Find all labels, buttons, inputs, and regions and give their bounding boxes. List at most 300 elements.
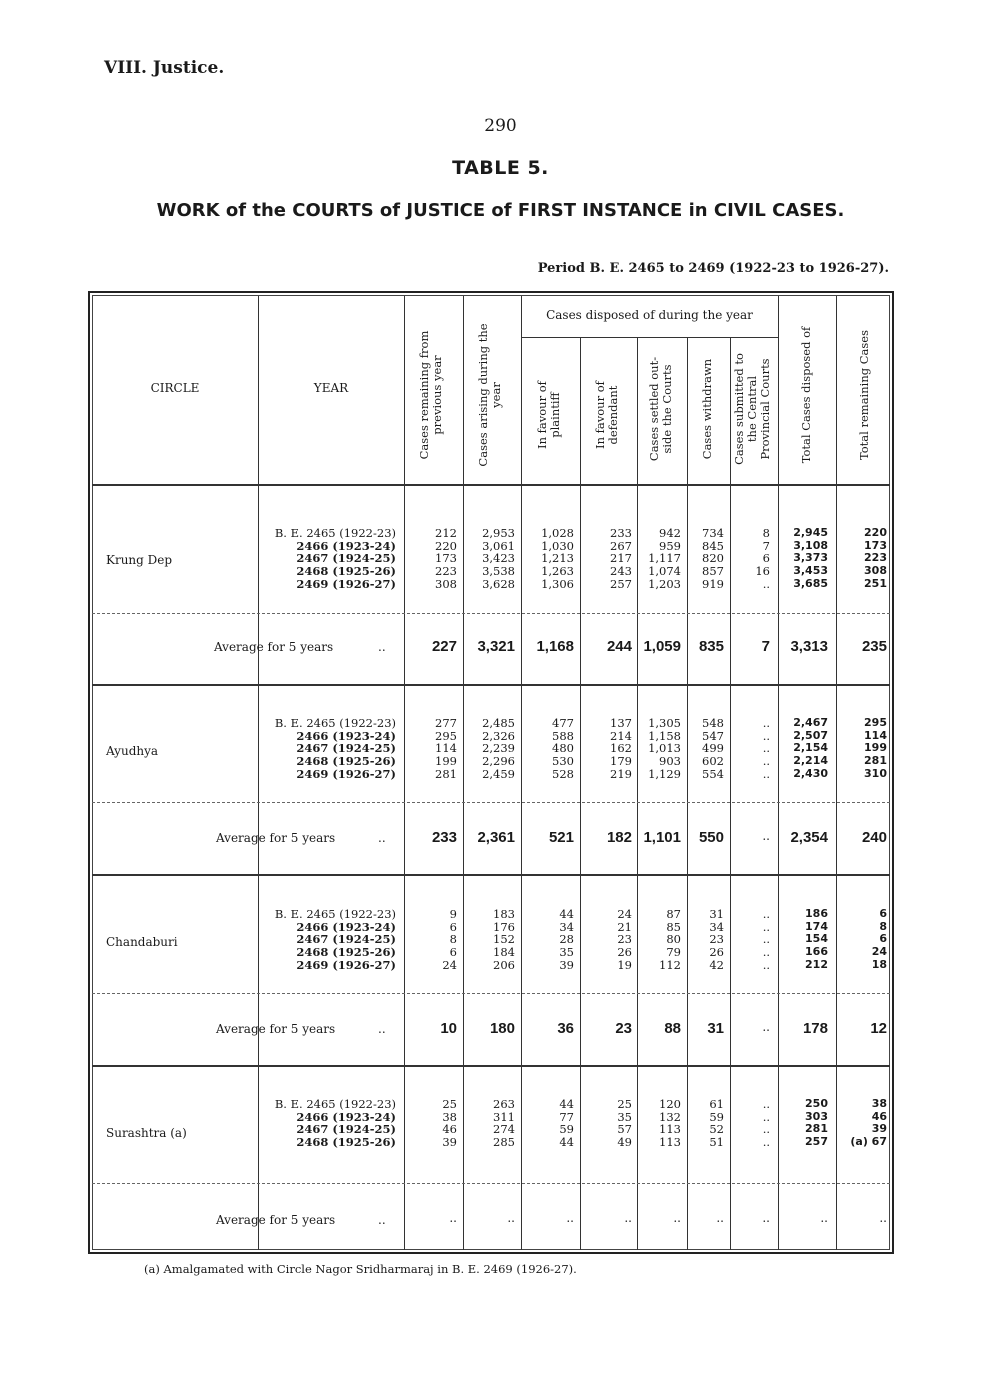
column-total-disposed <box>768 527 828 591</box>
cell-submitted: .. <box>762 728 770 743</box>
cell-withdrawn: 499 <box>702 741 724 756</box>
average-label-text: Average for 5 years <box>216 1022 336 1036</box>
cell-plaintiff: 44 <box>559 1097 574 1111</box>
cell-settled: 112 <box>659 957 681 972</box>
year-value: 2468 (1925-26) <box>296 945 396 960</box>
cell-plaintiff: 35 <box>559 945 574 960</box>
year-value: 2465 (1922-23) <box>306 1097 396 1111</box>
year-value: 2467 (1924-25) <box>296 741 396 756</box>
average-withdrawn: .. <box>716 1211 724 1225</box>
table-subtitle: WORK of the COURTS of JUSTICE of FIRST INSTANCE in CIVIL CASES. <box>156 200 845 221</box>
year-value: 2466 (1923-24) <box>296 1109 396 1124</box>
header-arising: Cases arising during the year <box>476 323 503 467</box>
average-settled: 1,059 <box>643 638 681 655</box>
average-total-remaining: 240 <box>861 829 887 846</box>
cell-arising: 3,061 <box>482 538 515 553</box>
cell-submitted: .. <box>762 957 770 972</box>
cell-submitted: .. <box>762 945 770 960</box>
year-list <box>262 527 396 591</box>
cell-arising: 2,485 <box>482 716 515 730</box>
cell-submitted: .. <box>762 932 770 947</box>
cell-total-remaining: 8 <box>879 919 887 933</box>
cell-total-disposed: 2,154 <box>793 741 828 755</box>
header-plaintiff: In favour of plaintiff <box>535 381 562 449</box>
column-remaining-prev <box>397 717 457 781</box>
page-number: 290 <box>484 116 517 136</box>
year-list <box>262 717 396 781</box>
cell-defendant: 217 <box>610 551 632 566</box>
year-value: 2467 (1924-25) <box>296 1122 396 1137</box>
cell-total-disposed: 3,373 <box>793 551 828 565</box>
cell-total-disposed: 154 <box>805 932 828 946</box>
cell-arising: 184 <box>493 945 515 960</box>
year-value: 2467 (1924-25) <box>296 932 396 947</box>
cell-arising: 183 <box>493 907 515 921</box>
cell-withdrawn: 919 <box>702 576 724 591</box>
cell-plaintiff: 1,213 <box>541 551 574 566</box>
cell-total-remaining: 18 <box>871 957 887 971</box>
column-total-remaining <box>827 527 887 591</box>
period-line: Period B. E. 2465 to 2469 (1922-23 to 1926-27). <box>537 261 889 276</box>
cell-remaining-prev: 24 <box>442 957 457 972</box>
cell-remaining-prev: 46 <box>442 1122 457 1137</box>
year-value: 2465 (1922-23) <box>306 526 396 540</box>
year-value: 2466 (1923-24) <box>296 538 396 553</box>
cell-submitted: .. <box>762 716 770 730</box>
cell-arising: 285 <box>493 1135 515 1150</box>
column-plaintiff <box>514 527 574 591</box>
cell-withdrawn: 42 <box>709 957 724 972</box>
cell-total-disposed: 2,945 <box>793 526 828 539</box>
cell-total-remaining: 223 <box>864 551 887 565</box>
cell-plaintiff: 1,028 <box>541 526 574 540</box>
cell-plaintiff: 1,263 <box>541 564 574 579</box>
cell-submitted: .. <box>762 766 770 781</box>
cell-total-disposed: 212 <box>805 957 828 971</box>
circle-name: Krung Dep <box>106 553 173 567</box>
column-remaining-prev <box>397 908 457 972</box>
column-plaintiff <box>514 1098 574 1149</box>
cell-withdrawn: 820 <box>702 551 724 566</box>
year-value: 2469 (1926-27) <box>296 766 396 781</box>
cell-plaintiff: 1,306 <box>541 576 574 591</box>
average-settled: 1,101 <box>643 829 681 846</box>
cell-total-remaining: 173 <box>864 538 887 552</box>
cell-defendant: 21 <box>617 919 632 934</box>
cell-total-remaining: 308 <box>864 564 887 578</box>
header-total-remaining: Total remaining Cases <box>857 329 871 461</box>
cell-plaintiff: 528 <box>552 766 574 781</box>
year-value: 2467 (1924-25) <box>296 551 396 566</box>
rule-krung-avg <box>92 613 890 614</box>
year-value: 2465 (1922-23) <box>306 907 396 921</box>
cell-remaining-prev: 220 <box>435 538 457 553</box>
average-total-remaining: 12 <box>870 1020 887 1037</box>
cell-defendant: 23 <box>617 932 632 947</box>
cell-total-disposed: 250 <box>805 1097 828 1110</box>
rule-header-bottom <box>92 484 890 486</box>
year-row <box>262 578 396 591</box>
cell-settled: 1,305 <box>648 716 681 730</box>
average-defendant: .. <box>624 1211 632 1225</box>
cell-remaining-prev: 295 <box>435 728 457 743</box>
cell-total-remaining: 6 <box>879 907 887 920</box>
rule-ayudhya-end <box>92 874 890 876</box>
year-prefix: B. E. <box>274 716 303 730</box>
cell-submitted: .. <box>762 1109 770 1124</box>
cell-plaintiff: 34 <box>559 919 574 934</box>
year-row <box>262 959 396 972</box>
cell-settled: 1,013 <box>648 741 681 756</box>
cell-total-disposed: 166 <box>805 945 828 959</box>
cell-total-disposed: 174 <box>805 919 828 933</box>
cell-submitted: .. <box>762 741 770 756</box>
average-submitted: 7 <box>761 638 770 655</box>
cell-withdrawn: 845 <box>702 538 724 553</box>
rule-circle-year <box>258 296 259 1250</box>
cell-submitted: .. <box>762 754 770 769</box>
average-label-dots: .. <box>378 1213 386 1227</box>
year-prefix: B. E. <box>274 907 303 921</box>
rule-ayudhya-avg <box>92 802 890 803</box>
average-label-text: Average for 5 years <box>216 1213 336 1227</box>
cell-withdrawn: 26 <box>709 945 724 960</box>
cell-submitted: .. <box>762 1122 770 1137</box>
column-submitted <box>710 527 770 591</box>
year-list <box>262 908 396 972</box>
average-arising: .. <box>507 1211 515 1225</box>
circle-name: Surashtra (a) <box>106 1126 187 1140</box>
section-heading: VIII. Justice. <box>104 58 225 78</box>
cell-submitted: .. <box>762 576 770 591</box>
average-total-disposed: 3,313 <box>790 638 828 655</box>
cell-total-disposed: 257 <box>805 1135 828 1149</box>
cell-defendant: 49 <box>617 1135 632 1150</box>
average-submitted: .. <box>762 1020 770 1034</box>
cell-remaining-prev: 223 <box>435 564 457 579</box>
year-value: 2468 (1925-26) <box>296 754 396 769</box>
cell-total-remaining: 295 <box>864 716 887 729</box>
cell-defendant: 257 <box>610 576 632 591</box>
cell-total-remaining: 46 <box>871 1109 887 1123</box>
cell-remaining-prev: 277 <box>435 716 457 730</box>
column-submitted <box>710 908 770 972</box>
cell-arising: 3,538 <box>482 564 515 579</box>
cell-plaintiff: 530 <box>552 754 574 769</box>
column-arising <box>455 1098 515 1149</box>
average-arising: 3,321 <box>477 638 515 655</box>
cell-total-disposed: 2,430 <box>793 766 828 780</box>
cell-defendant: 162 <box>610 741 632 756</box>
header-withdrawn: Cases withdrawn <box>700 358 714 460</box>
cell-settled: 113 <box>659 1122 681 1137</box>
cell-total-remaining: 114 <box>864 728 887 742</box>
cell-withdrawn: 23 <box>709 932 724 947</box>
column-total-disposed <box>768 1098 828 1149</box>
cell-submitted: 6 <box>762 551 770 566</box>
header-disposed-group: Cases disposed of during the year <box>546 308 753 322</box>
average-label-dots: .. <box>378 1022 386 1036</box>
average-defendant: 244 <box>606 638 632 655</box>
rule-surashtra-avg <box>92 1183 890 1184</box>
cell-total-remaining: 6 <box>879 932 887 946</box>
cell-plaintiff: 588 <box>552 728 574 743</box>
cell-withdrawn: 554 <box>702 766 724 781</box>
average-label-text: Average for 5 years <box>216 831 336 845</box>
column-total-remaining <box>827 717 887 781</box>
cell-total-disposed: 3,453 <box>793 564 828 578</box>
cell-settled: 1,074 <box>648 564 681 579</box>
average-total-disposed: 2,354 <box>790 829 828 846</box>
cell-withdrawn: 602 <box>702 754 724 769</box>
cell-settled: 120 <box>659 1097 681 1111</box>
average-remaining-prev: 227 <box>431 638 457 655</box>
cell-plaintiff: 480 <box>552 741 574 756</box>
cell-remaining-prev: 38 <box>442 1109 457 1124</box>
cell-arising: 3,423 <box>482 551 515 566</box>
cell-remaining-prev: 6 <box>449 919 457 934</box>
average-remaining-prev: .. <box>449 1211 457 1225</box>
cell-withdrawn: 61 <box>709 1097 724 1111</box>
cell-total-disposed: 186 <box>805 907 828 920</box>
cell-remaining-prev: 308 <box>435 576 457 591</box>
average-label <box>214 640 333 654</box>
cell-total-disposed: 2,467 <box>793 716 828 729</box>
cell-settled: 959 <box>659 538 681 553</box>
rule-krung-end <box>92 684 890 686</box>
circle-name: Ayudhya <box>106 744 159 758</box>
average-total-disposed: .. <box>820 1211 828 1225</box>
cell-plaintiff: 77 <box>559 1109 574 1124</box>
cell-remaining-prev: 6 <box>449 945 457 960</box>
cell-arising: 2,326 <box>482 728 515 743</box>
cell-total-remaining: 251 <box>864 576 887 590</box>
cell-submitted: .. <box>762 1135 770 1150</box>
cell-arising: 2,953 <box>482 526 515 540</box>
table-title: TABLE 5. <box>452 157 549 179</box>
year-row <box>262 1136 396 1149</box>
cell-submitted: 7 <box>762 538 770 553</box>
cell-total-disposed: 2,507 <box>793 728 828 742</box>
header-defendant: In favour of defendant <box>593 381 620 449</box>
cell-defendant: 214 <box>610 728 632 743</box>
header-circle: CIRCLE <box>150 381 200 395</box>
rule-chandaburi-avg <box>92 993 890 994</box>
column-total-disposed <box>768 717 828 781</box>
rule-disposed-group <box>521 337 778 338</box>
cell-remaining-prev: 39 <box>442 1135 457 1150</box>
cell-withdrawn: 31 <box>709 907 724 921</box>
cell-submitted: .. <box>762 1097 770 1111</box>
cell-withdrawn: 34 <box>709 919 724 934</box>
cell-settled: 132 <box>659 1109 681 1124</box>
year-value: 2469 (1926-27) <box>296 576 396 591</box>
year-value: 2466 (1923-24) <box>296 919 396 934</box>
cell-total-disposed: 3,108 <box>793 538 828 552</box>
cell-total-remaining: 310 <box>864 766 887 780</box>
year-row <box>262 768 396 781</box>
cell-submitted: .. <box>762 919 770 934</box>
average-remaining-prev: 10 <box>440 1020 457 1037</box>
cell-total-remaining: 220 <box>864 526 887 539</box>
average-label-dots: .. <box>378 640 386 654</box>
cell-submitted: 8 <box>762 526 770 540</box>
average-settled: 88 <box>664 1020 681 1037</box>
header-settled: Cases settled out-side the Courts <box>647 356 674 462</box>
cell-total-remaining: 39 <box>871 1122 887 1136</box>
average-total-remaining: 235 <box>861 638 887 655</box>
cell-settled: 1,203 <box>648 576 681 591</box>
column-plaintiff <box>514 908 574 972</box>
cell-plaintiff: 28 <box>559 932 574 947</box>
average-label-text: Average for 5 years <box>214 640 334 654</box>
column-submitted <box>710 717 770 781</box>
average-total-disposed: 178 <box>802 1020 828 1037</box>
average-total-remaining: .. <box>879 1211 887 1225</box>
cell-total-disposed: 303 <box>805 1109 828 1123</box>
cell-total-disposed: 281 <box>805 1122 828 1136</box>
cell-total-disposed: 3,685 <box>793 576 828 590</box>
cell-arising: 152 <box>493 932 515 947</box>
cell-withdrawn: 548 <box>702 716 724 730</box>
average-plaintiff: 1,168 <box>536 638 574 655</box>
year-list <box>262 1098 396 1149</box>
cell-settled: 85 <box>666 919 681 934</box>
average-withdrawn: 835 <box>698 638 724 655</box>
cell-defendant: 179 <box>610 754 632 769</box>
column-total-disposed <box>768 908 828 972</box>
average-plaintiff: 521 <box>548 829 574 846</box>
cell-total-remaining: (a) 67 <box>850 1135 887 1149</box>
cell-plaintiff: 59 <box>559 1122 574 1137</box>
cell-defendant: 57 <box>617 1122 632 1137</box>
cell-remaining-prev: 25 <box>442 1097 457 1111</box>
average-remaining-prev: 233 <box>431 829 457 846</box>
header-year: YEAR <box>313 381 349 395</box>
average-submitted: .. <box>762 829 770 843</box>
cell-remaining-prev: 281 <box>435 766 457 781</box>
average-plaintiff: 36 <box>557 1020 574 1037</box>
cell-arising: 274 <box>493 1122 515 1137</box>
cell-remaining-prev: 199 <box>435 754 457 769</box>
average-submitted: .. <box>762 1211 770 1225</box>
average-label <box>216 831 335 845</box>
average-defendant: 23 <box>615 1020 632 1037</box>
cell-withdrawn: 51 <box>709 1135 724 1150</box>
cell-withdrawn: 52 <box>709 1122 724 1137</box>
cell-defendant: 26 <box>617 945 632 960</box>
average-arising: 180 <box>489 1020 515 1037</box>
cell-withdrawn: 734 <box>702 526 724 540</box>
average-settled: .. <box>673 1211 681 1225</box>
cell-defendant: 233 <box>610 526 632 540</box>
year-value: 2466 (1923-24) <box>296 728 396 743</box>
cell-total-remaining: 24 <box>871 945 887 959</box>
cell-plaintiff: 44 <box>559 907 574 921</box>
cell-defendant: 219 <box>610 766 632 781</box>
cell-plaintiff: 477 <box>552 716 574 730</box>
cell-remaining-prev: 173 <box>435 551 457 566</box>
cell-total-remaining: 281 <box>864 754 887 768</box>
cell-defendant: 137 <box>610 716 632 730</box>
column-submitted <box>710 1098 770 1149</box>
cell-defendant: 24 <box>617 907 632 921</box>
rule-chandaburi-end <box>92 1065 890 1067</box>
cell-defendant: 25 <box>617 1097 632 1111</box>
header-total-disposed: Total Cases disposed of <box>799 326 813 464</box>
year-value: 2468 (1925-26) <box>296 1135 396 1150</box>
cell-plaintiff: 1,030 <box>541 538 574 553</box>
cell-settled: 942 <box>659 526 681 540</box>
average-label-dots: .. <box>378 831 386 845</box>
cell-withdrawn: 59 <box>709 1109 724 1124</box>
column-remaining-prev <box>397 1098 457 1149</box>
cell-withdrawn: 857 <box>702 564 724 579</box>
average-withdrawn: 31 <box>707 1020 724 1037</box>
average-label <box>216 1213 335 1227</box>
cell-arising: 2,239 <box>482 741 515 756</box>
cell-plaintiff: 44 <box>559 1135 574 1150</box>
year-prefix: B. E. <box>274 1097 303 1111</box>
column-arising <box>455 527 515 591</box>
cell-submitted: .. <box>762 907 770 921</box>
cell-plaintiff: 39 <box>559 957 574 972</box>
column-remaining-prev <box>397 527 457 591</box>
column-total-remaining <box>827 1098 887 1149</box>
cell-settled: 1,158 <box>648 728 681 743</box>
cell-settled: 903 <box>659 754 681 769</box>
cell-settled: 1,117 <box>648 551 681 566</box>
cell-arising: 2,296 <box>482 754 515 769</box>
cell-settled: 87 <box>666 907 681 921</box>
cell-remaining-prev: 9 <box>449 907 457 921</box>
cell-arising: 176 <box>493 919 515 934</box>
header-remaining-prev: Cases remaining from previous year <box>417 330 444 460</box>
cell-defendant: 267 <box>610 538 632 553</box>
year-value: 2469 (1926-27) <box>296 957 396 972</box>
cell-arising: 2,459 <box>482 766 515 781</box>
year-prefix: B. E. <box>274 526 303 540</box>
year-value: 2468 (1925-26) <box>296 564 396 579</box>
cell-settled: 113 <box>659 1135 681 1150</box>
average-defendant: 182 <box>606 829 632 846</box>
circle-name: Chandaburi <box>106 935 178 949</box>
average-arising: 2,361 <box>477 829 515 846</box>
column-total-remaining <box>827 908 887 972</box>
cell-remaining-prev: 212 <box>435 526 457 540</box>
average-withdrawn: 550 <box>698 829 724 846</box>
column-plaintiff <box>514 717 574 781</box>
cell-arising: 206 <box>493 957 515 972</box>
cell-arising: 311 <box>493 1109 515 1124</box>
header-submitted: Cases submitted to the Central Provincial Courts <box>732 353 772 465</box>
cell-settled: 80 <box>666 932 681 947</box>
cell-defendant: 35 <box>617 1109 632 1124</box>
cell-submitted: 16 <box>755 564 770 579</box>
cell-arising: 263 <box>493 1097 515 1111</box>
footnote: (a) Amalgamated with Circle Nagor Sridharmaraj in B. E. 2469 (1926-27). <box>144 1262 577 1276</box>
cell-total-remaining: 199 <box>864 741 887 755</box>
year-value: 2465 (1922-23) <box>306 716 396 730</box>
cell-arising: 3,628 <box>482 576 515 591</box>
cell-settled: 79 <box>666 945 681 960</box>
cell-defendant: 243 <box>610 564 632 579</box>
cell-total-remaining: 38 <box>871 1097 887 1110</box>
cell-remaining-prev: 8 <box>449 932 457 947</box>
column-arising <box>455 908 515 972</box>
cell-remaining-prev: 114 <box>435 741 457 756</box>
cell-settled: 1,129 <box>648 766 681 781</box>
